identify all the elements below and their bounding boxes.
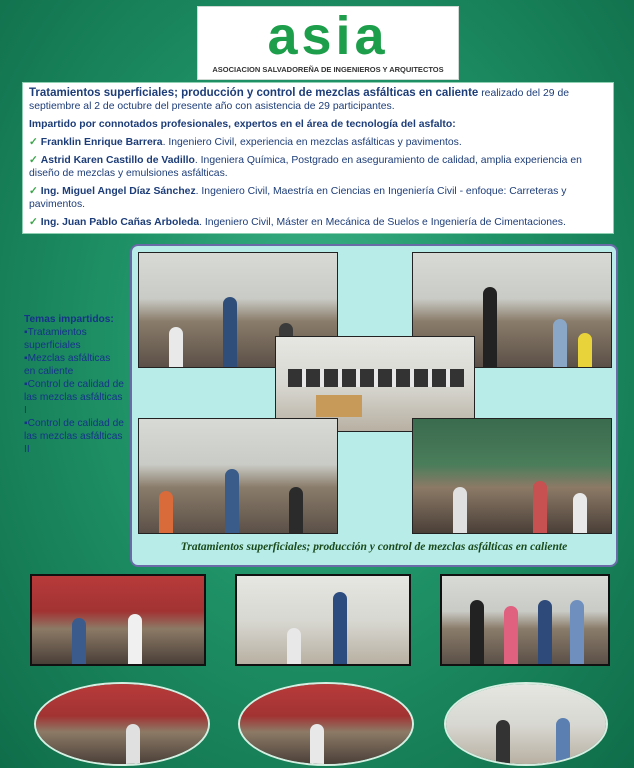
expert-name: Franklin Enrique Barrera: [40, 137, 163, 148]
classroom-photo: [138, 418, 338, 534]
classroom-oval-photo: [238, 682, 414, 766]
expert-item: [29, 154, 607, 180]
topic-item: ▪ Mezclas asfálticas en caliente: [24, 352, 124, 378]
expert-description: . Ingeniero Civil, Maestría en Ciencias en Ingeniería Civil - enfoque: Carreteras y pavimentos.: [29, 186, 567, 210]
expert-item: [29, 216, 607, 229]
instructor-photo: [235, 574, 411, 666]
course-title: Tratamientos superficiales; producción y control de mezclas asfálticas en caliente: [29, 87, 479, 99]
check-icon: ✓: [29, 155, 38, 166]
classroom-oval-photo: [444, 682, 608, 766]
topics-heading: Temas impartidos:: [24, 314, 114, 325]
course-info-box: [22, 82, 614, 234]
expert-name: Ing. Miguel Angel Díaz Sánchez: [40, 186, 196, 197]
topic-item: ▪ Tratamientos superficiales: [24, 326, 124, 352]
check-icon: ✓: [29, 137, 38, 148]
expert-name: Astrid Karen Castillo de Vadillo: [40, 155, 195, 166]
expert-item: [29, 185, 607, 211]
instructors-group-photo: [440, 574, 610, 666]
classroom-oval-photo: [34, 682, 210, 766]
expert-item: [29, 136, 607, 149]
photo-collage: [130, 244, 618, 567]
check-icon: ✓: [29, 217, 38, 228]
topic-item: ▪ Control de calidad de las mezclas asfálticas I: [24, 378, 124, 417]
logo-wordmark: asia: [267, 6, 389, 66]
expert-name: Ing. Juan Pablo Cañas Arboleda: [40, 217, 200, 228]
expert-description: . Ingeniero Civil, Máster en Mecánica de Suelos e Ingeniería de Cimentaciones.: [199, 217, 566, 228]
topic-item: ▪ Control de calidad de las mezclas asfálticas II: [24, 417, 124, 456]
collage-caption: Tratamientos superficiales; producción y control de mezclas asfálticas en caliente: [180, 541, 568, 553]
expert-description: . Ingeniero Civil, experiencia en mezclas asfálticas y pavimentos.: [162, 137, 462, 148]
course-summary: [29, 87, 607, 113]
check-icon: ✓: [29, 186, 38, 197]
participants-photo: [30, 574, 206, 666]
classroom-photo: [412, 418, 612, 534]
expert-description: . Ingeniera Química, Postgrado en aseguramiento de calidad, amplia experiencia en diseño de mezclas y emulsiones asfálticas.: [29, 155, 582, 179]
asia-logo: [197, 6, 459, 80]
logo-subtitle: ASOCIACION SALVADOREÑA DE INGENIEROS Y ARQUITECTOS: [212, 65, 444, 74]
course-dates: realizado del 29 de septiembre al 2 de octubre del presente año con asistencia de 29 participantes.: [29, 88, 570, 112]
topics-list: [24, 313, 124, 456]
experts-intro: Impartido por connotados profesionales, expertos en el área de tecnología del asfalto:: [29, 119, 456, 130]
